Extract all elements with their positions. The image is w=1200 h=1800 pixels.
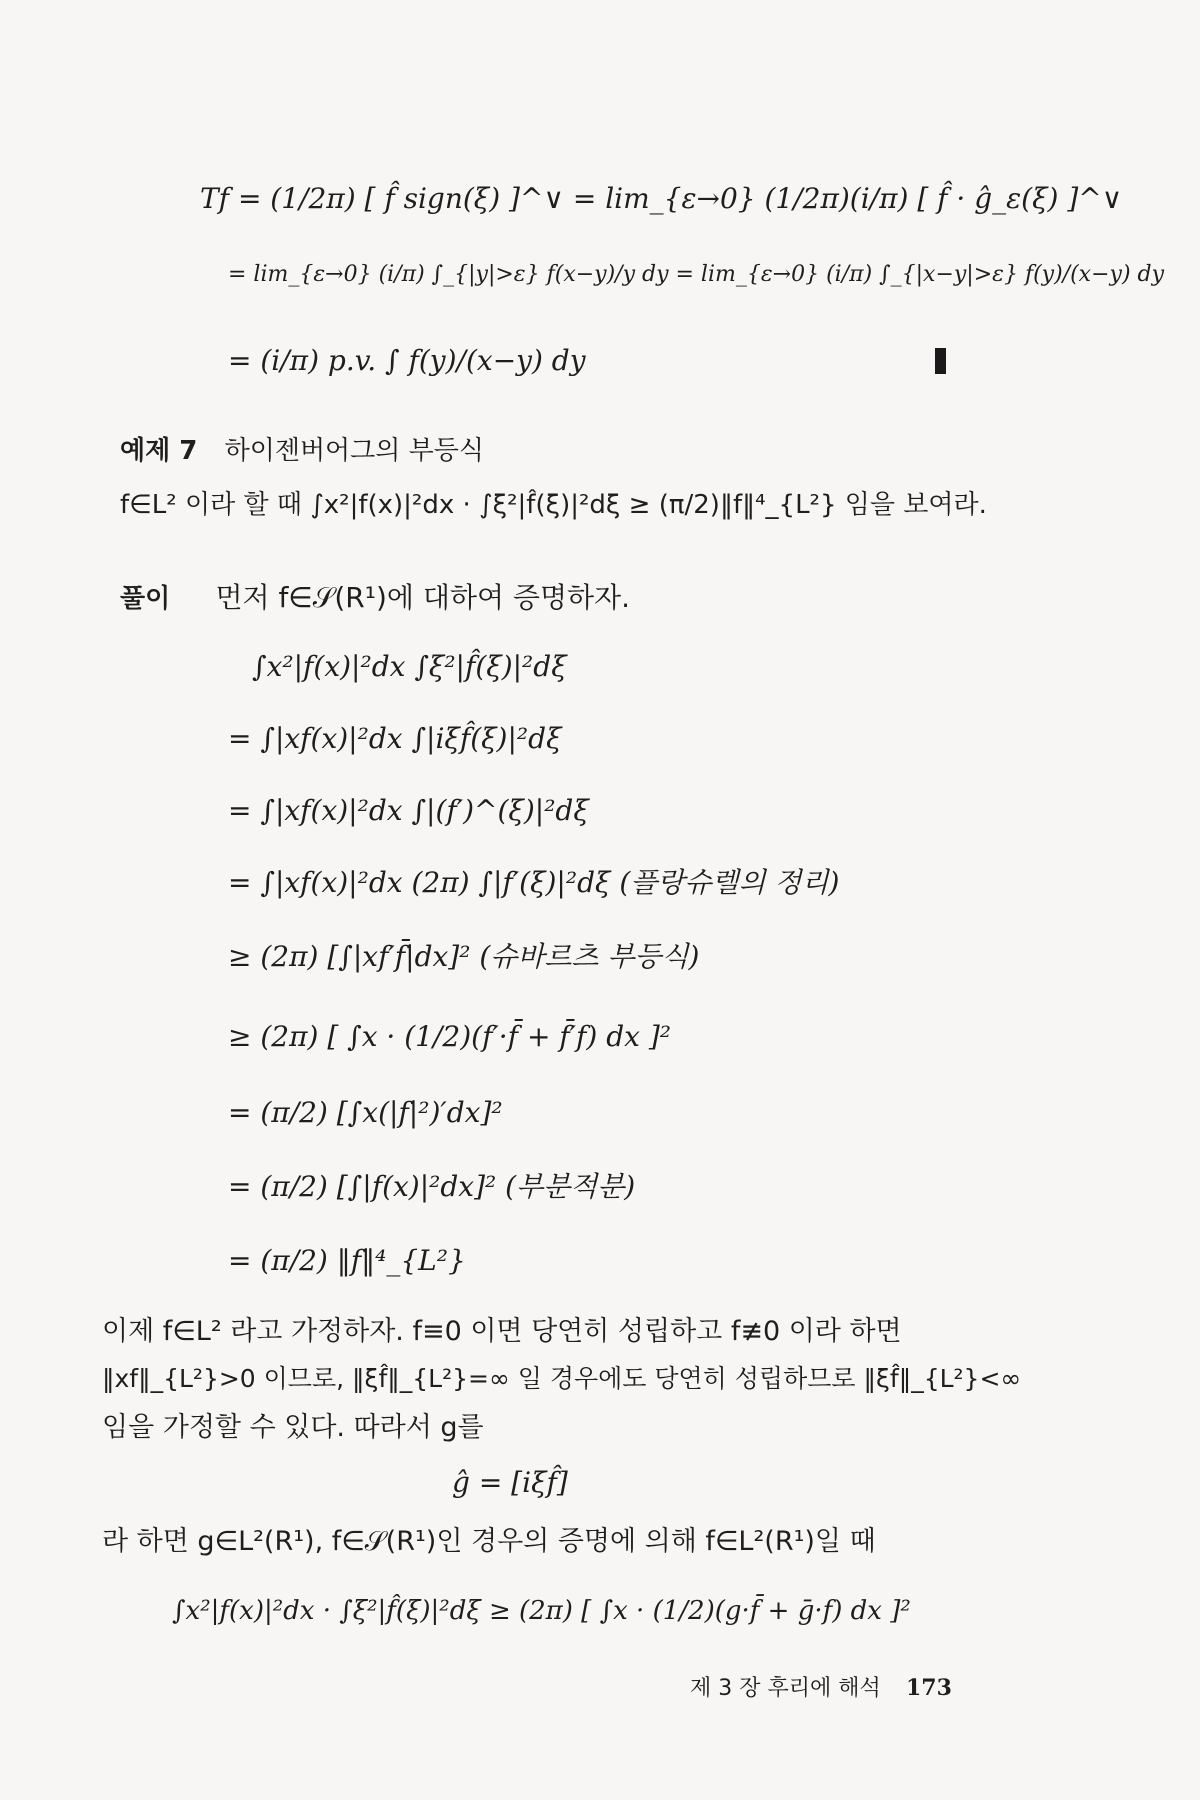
paragraph-1-line-1: 이제 f∈L² 라고 가정하자. f≡0 이면 당연히 성립하고 f≢0 이라 하면	[102, 1316, 902, 1347]
solution-label: 풀이	[120, 584, 171, 614]
example-heading	[120, 432, 484, 467]
paragraph-1-line-3: 임을 가정할 수 있다. 따라서 g를	[102, 1412, 484, 1443]
solution-intro-line	[120, 580, 630, 615]
paragraph-1-line-2: ‖xf‖_{L²}>0 이므로, ‖ξf̂‖_{L²}=∞ 일 경우에도 당연히 성립하므로 ‖ξf̂‖_{L²}<∞	[102, 1364, 1022, 1393]
page-footer	[690, 1668, 952, 1703]
example-label: 예제 7	[120, 436, 198, 466]
g-definition: ĝ = [iξf̂]	[452, 1466, 568, 1499]
solution-step-1: ∫x²|f(x)|²dx ∫ξ²|f̂(ξ)|²dξ	[252, 650, 567, 683]
solution-step-8: = (π/2) [∫|f(x)|²dx]² (부분적분)	[228, 1170, 636, 1203]
solution-step-6: ≥ (2π) [ ∫x · (1/2)(f′·f̄ + f̄′f) dx ]²	[228, 1020, 671, 1053]
example-statement: f∈L² 이라 할 때 ∫x²|f(x)|²dx · ∫ξ²|f̂(ξ)|²dξ ≥ (π/2)‖f‖⁴_{L²} 임을 보여라.	[120, 490, 987, 520]
paragraph-2: 라 하면 g∈L²(R¹), f∈𝒮(R¹)인 경우의 증명에 의해 f∈L²(R¹)일 때	[102, 1526, 876, 1557]
chapter-title: 제 3 장 후리에 해석	[690, 1676, 881, 1701]
qed-mark	[935, 348, 946, 374]
page-number: 173	[905, 1675, 952, 1701]
equation-line-2: = lim_{ε→0} (i/π) ∫_{|y|>ε} f(x−y)/y dy = lim_{ε→0} (i/π) ∫_{|x−y|>ε} f(y)/(x−y) dy	[228, 262, 1165, 287]
solution-step-2: = ∫|xf(x)|²dx ∫|iξf̂(ξ)|²dξ	[228, 722, 562, 755]
solution-step-9: = (π/2) ‖f‖⁴_{L²}	[228, 1244, 466, 1277]
final-inequality: ∫x²|f(x)|²dx · ∫ξ²|f̂(ξ)|²dξ ≥ (2π) [ ∫x · (1/2)(g·f̄ + ḡ·f) dx ]²	[172, 1596, 911, 1626]
solution-step-7: = (π/2) [∫x(|f|²)′dx]²	[228, 1096, 503, 1129]
equation-line-1: Tf = (1/2π) [ f̂ sign(ξ) ]^∨ = lim_{ε→0} (1/2π)(i/π) [ f̂ · ĝ_ε(ξ) ]^∨	[200, 182, 1123, 215]
solution-intro: 먼저 f∈𝒮(R¹)에 대하여 증명하자.	[215, 581, 630, 614]
equation-line-3: = (i/π) p.v. ∫ f(y)/(x−y) dy	[228, 344, 586, 377]
solution-step-4: = ∫|xf(x)|²dx (2π) ∫|f′(ξ)|²dξ (플랑슈렐의 정리)	[228, 866, 840, 899]
solution-step-3: = ∫|xf(x)|²dx ∫|(f′)^(ξ)|²dξ	[228, 794, 589, 827]
solution-step-5: ≥ (2π) [∫|xf′f̄|dx]² (슈바르츠 부등식)	[228, 940, 700, 973]
example-title: 하이젠버어그의 부등식	[224, 436, 485, 466]
